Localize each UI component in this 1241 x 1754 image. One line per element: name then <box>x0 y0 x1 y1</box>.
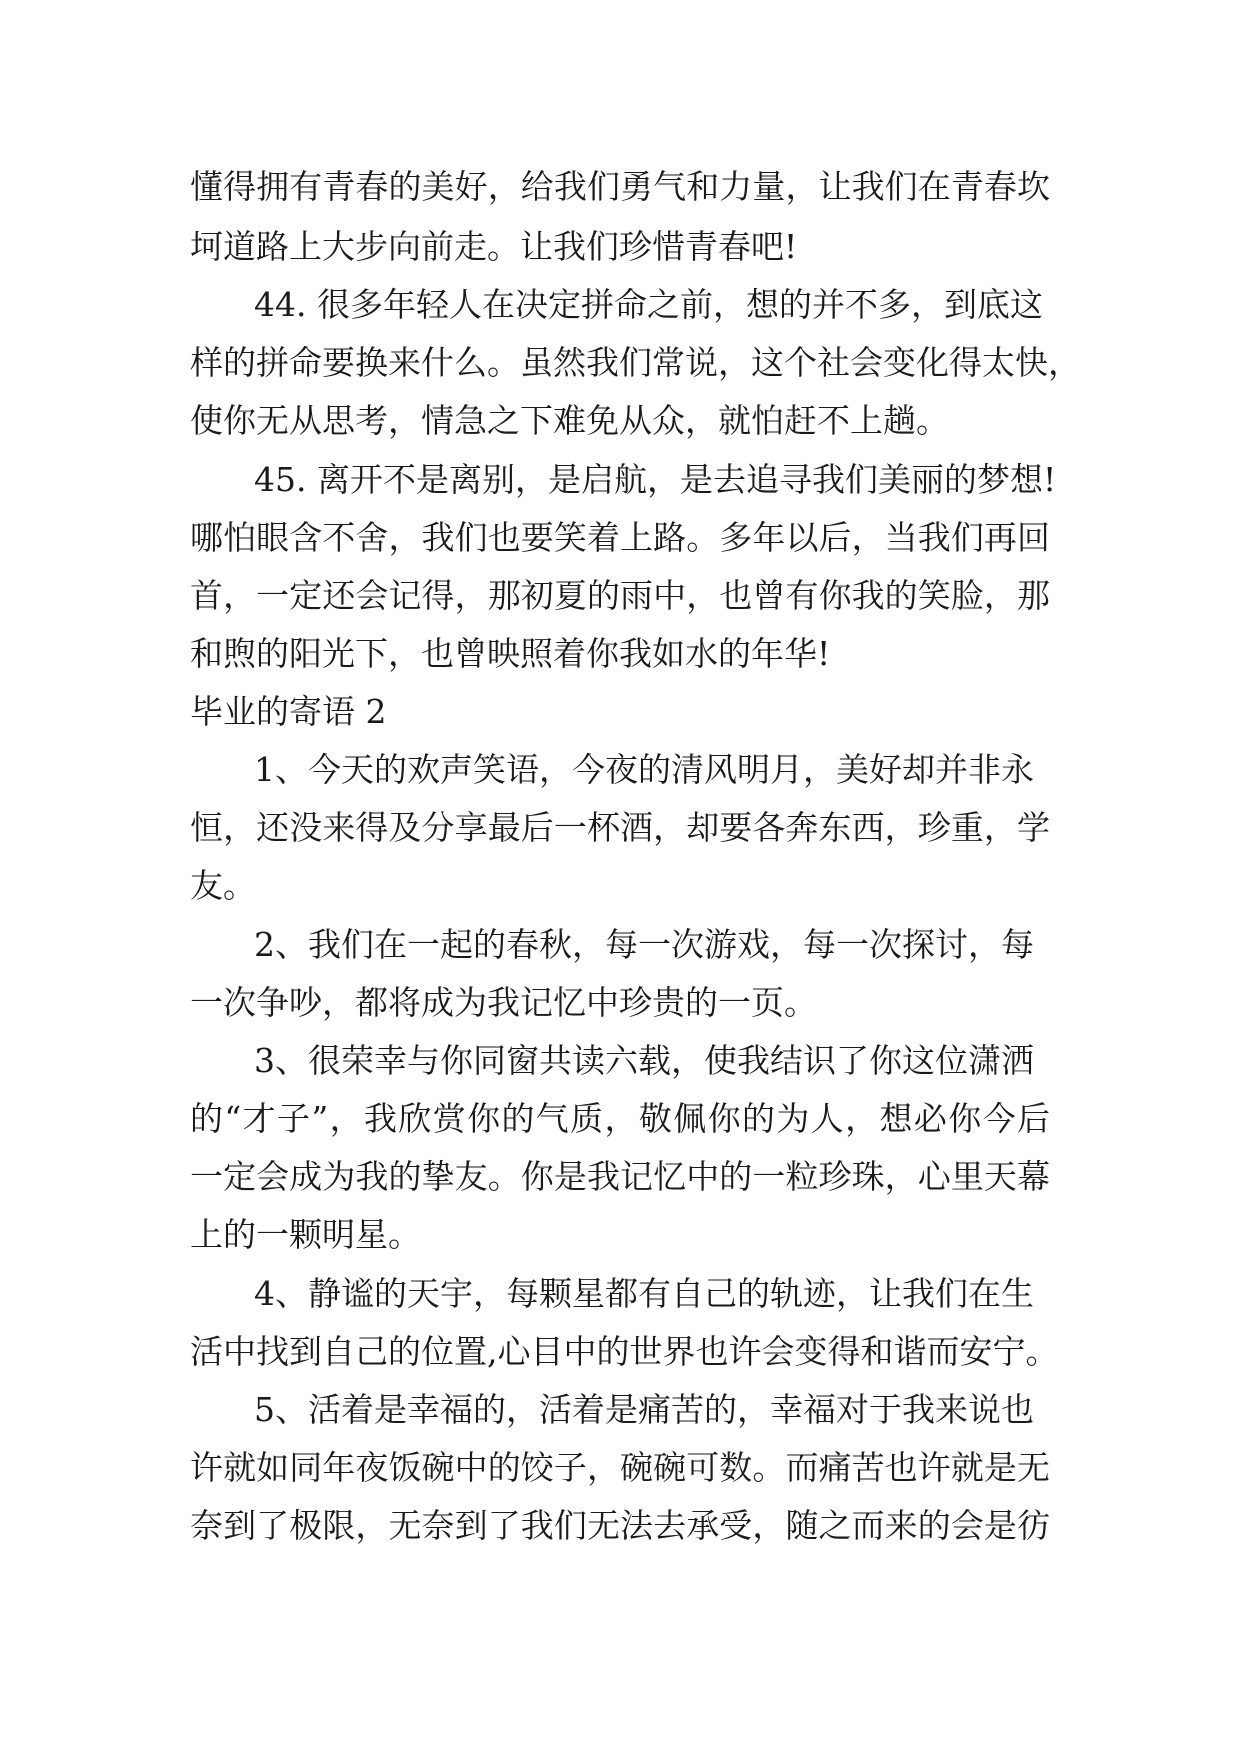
text-line: 和煦的阳光下，也曾映照着你我如水的年华! <box>190 634 831 673</box>
text-line: 首，一定还会记得，那初夏的雨中，也曾有你我的笑脸，那 <box>190 576 1050 615</box>
text-line: 哪怕眼含不舍，我们也要笑着上路。多年以后，当我们再回 <box>190 518 1050 557</box>
paragraph-3-start: 3、很荣幸与你同窗共读六载，使我结识了你这位潇洒 <box>254 1041 1034 1080</box>
paragraph-5-start: 5、活着是幸福的，活着是痛苦的，幸福对于我来说也 <box>254 1390 1034 1429</box>
text-line: 坷道路上大步向前走。让我们珍惜青春吧! <box>190 227 798 266</box>
paragraph-45-start: 45. 离开不是离别，是启航，是去追寻我们美丽的梦想! <box>254 460 1057 499</box>
paragraph-4-start: 4、静谧的天宇，每颗星都有自己的轨迹，让我们在生 <box>254 1274 1034 1313</box>
paragraph-1-start: 1、今天的欢声笑语，今夜的清风明月，美好却并非永 <box>254 750 1034 789</box>
text-line: 使你无从思考，情急之下难免从众，就怕赶不上趟。 <box>190 401 949 440</box>
text-line: 样的拼命要换来什么。虽然我们常说，这个社会变化得太快， <box>190 343 1081 382</box>
section-heading: 毕业的寄语 2 <box>190 692 387 731</box>
text-line: 一定会成为我的挚友。你是我记忆中的一粒珍珠，心里天幕 <box>190 1157 1050 1196</box>
text-line: 许就如同年夜饭碗中的饺子，碗碗可数。而痛苦也许就是无 <box>190 1448 1050 1487</box>
paragraph-2-start: 2、我们在一起的春秋，每一次游戏，每一次探讨，每 <box>254 925 1034 964</box>
text-line: 友。 <box>190 866 256 905</box>
text-line: 活中找到自己的位置,心目中的世界也许会变得和谐而安宁。 <box>190 1332 1059 1371</box>
text-line: 恒，还没来得及分享最后一杯酒，却要各奔东西，珍重，学 <box>190 808 1050 847</box>
text-line: 奈到了极限，无奈到了我们无法去承受，随之而来的会是彷 <box>190 1506 1050 1545</box>
text-line: 上的一颗明星。 <box>190 1215 421 1254</box>
text-line: 懂得拥有青春的美好，给我们勇气和力量，让我们在青春坎 <box>190 167 1050 206</box>
text-line: 一次争吵，都将成为我记忆中珍贵的一页。 <box>190 983 817 1022</box>
text-line: 的“才子”，我欣赏你的气质，敬佩你的为人，想必你今后 <box>190 1099 1050 1138</box>
paragraph-44-start: 44. 很多年轻人在决定拼命之前，想的并不多，到底这 <box>254 285 1043 324</box>
